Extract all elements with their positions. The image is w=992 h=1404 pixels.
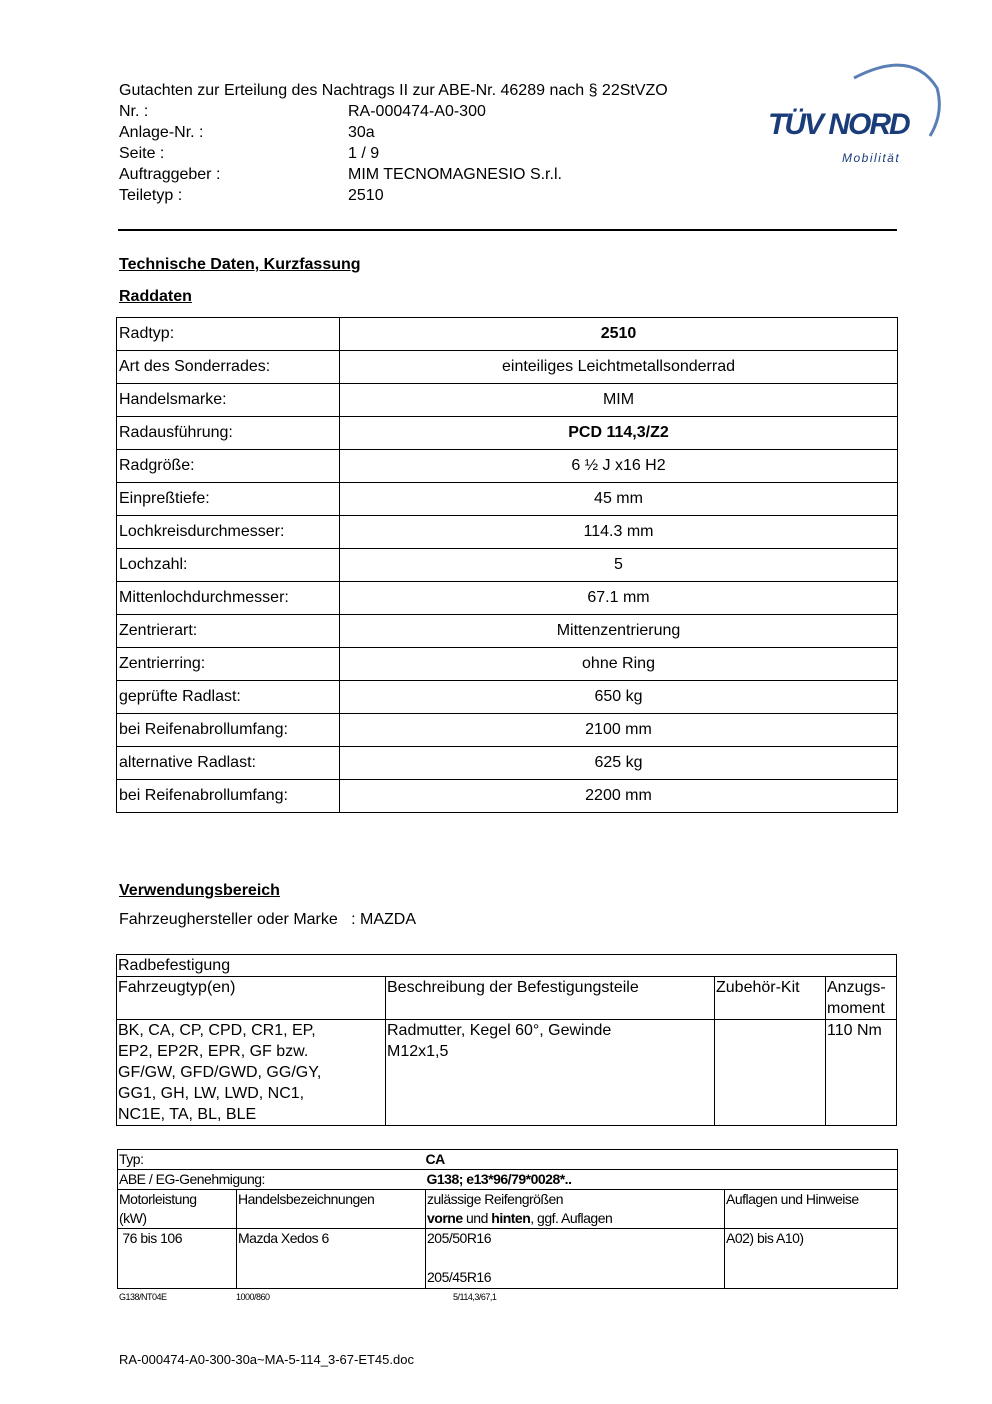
reifen-sub-vorne: vorne — [427, 1210, 463, 1226]
header-motorleistung: Motorleistung (kW) — [118, 1190, 237, 1229]
cell-anzugsmoment: 110 Nm — [826, 1020, 897, 1126]
raddaten-label: Lochkreisdurchmesser: — [117, 516, 340, 549]
table-row — [117, 681, 898, 714]
typ-value: CA — [425, 1151, 445, 1167]
header-label: Auftraggeber : — [119, 166, 221, 183]
raddaten-value: 6 ½ J x16 H2 — [340, 450, 898, 483]
abe-row — [118, 1170, 898, 1190]
raddaten-value: 650 kg — [340, 681, 898, 714]
tyre-size-1: 205/50R16 — [427, 1230, 492, 1246]
raddaten-label: bei Reifenabrollumfang: — [117, 714, 340, 747]
raddaten-label: bei Reifenabrollumfang: — [117, 780, 340, 813]
typ-row — [118, 1150, 898, 1170]
table-row — [117, 1020, 897, 1126]
table-row — [117, 780, 898, 813]
table-row — [117, 483, 898, 516]
reifen-sub-hinten: hinten — [491, 1210, 531, 1226]
table-header-row — [117, 977, 897, 1020]
header-auflagen: Auflagen und Hinweise — [725, 1190, 898, 1229]
code-1000: 1000/860 — [236, 1292, 270, 1302]
header-reifengroessen — [426, 1190, 725, 1229]
raddaten-label: Handelsmarke: — [117, 384, 340, 417]
table-row — [117, 417, 898, 450]
typ-label: Typ: — [118, 1150, 426, 1170]
vehicle-maker-line — [119, 911, 416, 929]
header-zubehoer-kit: Zubehör-Kit — [715, 977, 826, 1020]
header-value: 2510 — [348, 187, 384, 204]
tuv-nord-logo — [762, 58, 942, 170]
header-field-auftraggeber — [119, 164, 562, 185]
table-row — [117, 450, 898, 483]
header-fahrzeugtyp: Fahrzeugtyp(en) — [117, 977, 386, 1020]
table-row — [117, 615, 898, 648]
table-row — [117, 318, 898, 351]
header-handelsbezeichnungen: Handelsbezeichnungen — [237, 1190, 426, 1229]
table-row — [117, 516, 898, 549]
table-row — [117, 351, 898, 384]
header-label: Anlage-Nr. : — [119, 124, 204, 141]
reifen-sub-und: und — [462, 1210, 492, 1226]
table-row — [117, 384, 898, 417]
raddaten-label: geprüfte Radlast: — [117, 681, 340, 714]
raddaten-value: 2100 mm — [340, 714, 898, 747]
cell-zubehoer-kit — [715, 1020, 826, 1126]
raddaten-value: 5 — [340, 549, 898, 582]
table-row — [117, 648, 898, 681]
header-field-seite — [119, 143, 562, 164]
tyre-size-2: 205/45R16 — [427, 1269, 492, 1285]
header-field-teiletyp — [119, 185, 562, 206]
raddaten-value: 114.3 mm — [340, 516, 898, 549]
typ-header-row — [118, 1190, 898, 1229]
header-value: RA-000474-A0-300 — [348, 103, 486, 120]
radbefestigung-title: Radbefestigung — [117, 955, 897, 977]
header-label: Nr. : — [119, 103, 149, 120]
code-g138: G138/NT04E — [119, 1292, 167, 1302]
raddaten-label: Zentrierring: — [117, 648, 340, 681]
raddaten-label: Art des Sonderrades: — [117, 351, 340, 384]
table-row — [117, 582, 898, 615]
footer-filename: RA-000474-A0-300-30a~MA-5-114_3-67-ET45.doc — [119, 1352, 414, 1367]
raddaten-value: 2510 — [340, 318, 898, 351]
raddaten-table — [116, 317, 898, 813]
reifen-sub-rest: , ggf. Auflagen — [530, 1210, 613, 1226]
header-label: Teiletyp : — [119, 187, 183, 204]
raddaten-value: PCD 114,3/Z2 — [340, 417, 898, 450]
raddaten-value: ohne Ring — [340, 648, 898, 681]
logo-sub: Mobilität — [842, 151, 901, 165]
raddaten-value: 625 kg — [340, 747, 898, 780]
raddaten-value: Mittenzentrierung — [340, 615, 898, 648]
radbefestigung-table — [116, 954, 897, 1126]
raddaten-label: Zentrierart: — [117, 615, 340, 648]
header-label: Seite : — [119, 145, 165, 162]
section-verwendungsbereich: Verwendungsbereich — [119, 882, 280, 899]
raddaten-value: einteiliges Leichtmetallsonderrad — [340, 351, 898, 384]
raddaten-value: 67.1 mm — [340, 582, 898, 615]
header-beschreibung: Beschreibung der Befestigungsteile — [386, 977, 715, 1020]
maker-label: Fahrzeughersteller oder Marke — [119, 911, 338, 928]
table-title-row — [117, 955, 897, 977]
cell-reifengroessen — [426, 1229, 725, 1289]
table-row — [117, 549, 898, 582]
header-anzugsmoment: Anzugs- moment — [826, 977, 897, 1020]
table-row — [117, 747, 898, 780]
maker-value: MAZDA — [360, 911, 417, 928]
header-field-nr — [119, 101, 562, 122]
cell-motorleistung: 76 bis 106 — [118, 1229, 237, 1289]
raddaten-label: Mittenlochdurchmesser: — [117, 582, 340, 615]
header-divider — [118, 229, 897, 231]
header-value: MIM TECNOMAGNESIO S.r.l. — [348, 166, 562, 183]
abe-label: ABE / EG-Genehmigung: — [118, 1170, 426, 1190]
cell-auflagen: A02) bis A10) — [725, 1229, 898, 1289]
raddaten-label: Radgröße: — [117, 450, 340, 483]
header-fields — [119, 101, 562, 206]
raddaten-label: alternative Radlast: — [117, 747, 340, 780]
maker-separator: : — [351, 911, 356, 928]
raddaten-label: Einpreßtiefe: — [117, 483, 340, 516]
typ-value-cell — [426, 1150, 898, 1170]
cell-handelsbezeichnung: Mazda Xedos 6 — [237, 1229, 426, 1289]
typ-table — [117, 1149, 898, 1289]
header-field-anlage — [119, 122, 562, 143]
raddaten-label: Lochzahl: — [117, 549, 340, 582]
raddaten-value: 2200 mm — [340, 780, 898, 813]
raddaten-label: Radausführung: — [117, 417, 340, 450]
header-value: 30a — [348, 124, 375, 141]
report-title: Gutachten zur Erteilung des Nachtrags II zur ABE-Nr. 46289 nach § 22StVZO — [119, 82, 668, 99]
table-row — [118, 1229, 898, 1289]
tyre-spacer — [427, 1248, 723, 1268]
section-raddaten: Raddaten — [119, 288, 192, 305]
code-pcd: 5/114,3/67,1 — [453, 1292, 497, 1302]
logo-brand: TÜV NORD — [768, 108, 909, 141]
cell-beschreibung: Radmutter, Kegel 60°, Gewinde M12x1,5 — [386, 1020, 715, 1126]
raddaten-label: Radtyp: — [117, 318, 340, 351]
raddaten-value: 45 mm — [340, 483, 898, 516]
raddaten-value: MIM — [340, 384, 898, 417]
section-technische-daten: Technische Daten, Kurzfassung — [119, 256, 361, 273]
table-row — [117, 714, 898, 747]
header-value: 1 / 9 — [348, 145, 380, 162]
reifen-header-label: zulässige Reifengrößen — [427, 1191, 564, 1207]
abe-value: G138; e13*96/79*0028*.. — [426, 1170, 898, 1190]
cell-fahrzeugtypen: BK, CA, CP, CPD, CR1, EP, EP2, EP2R, EPR, GF bzw. GF/GW, GFD/GWD, GG/GY, GG1, GH, LW, LWD, NC1, NC1E, TA, BL, BLE — [117, 1020, 386, 1126]
